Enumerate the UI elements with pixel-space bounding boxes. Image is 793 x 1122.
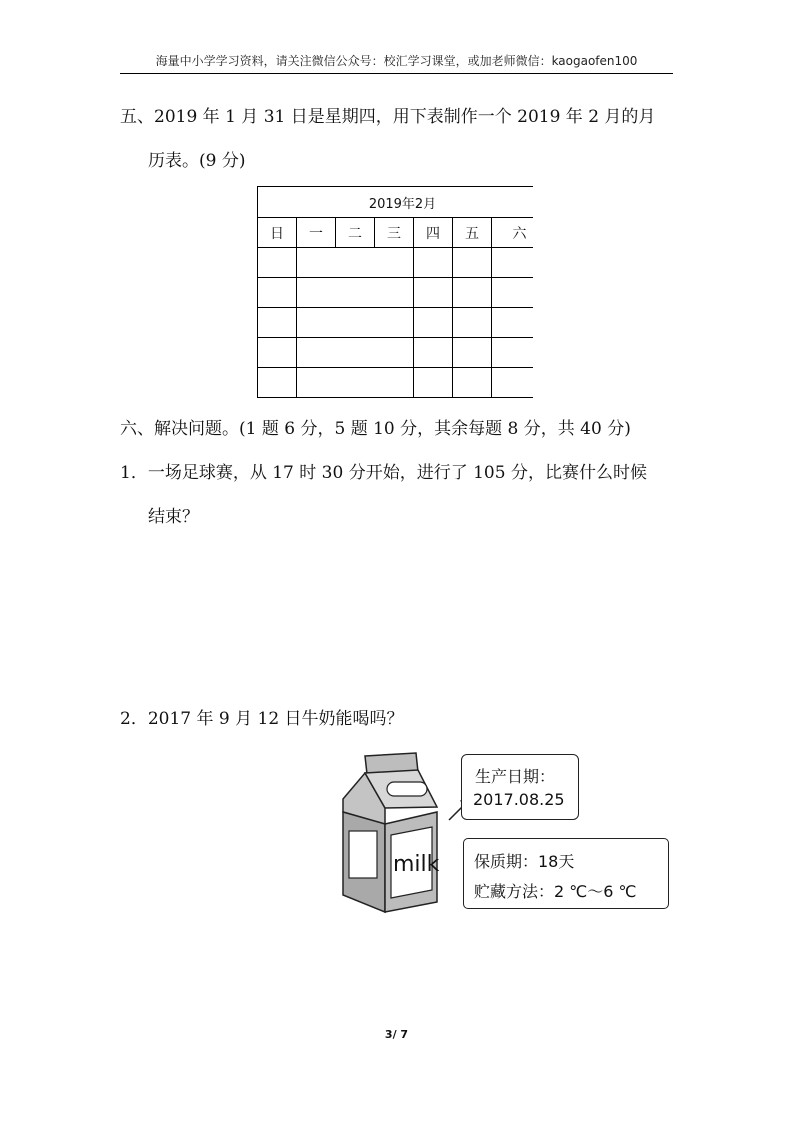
section5-line2: 历表。(9 分) <box>148 151 246 171</box>
question2-text: 2．2017 年 9 月 12 日牛奶能喝吗？ <box>120 709 404 729</box>
info-box-shelf-life <box>463 838 669 909</box>
calendar-cell[interactable] <box>414 308 453 338</box>
calendar-row <box>258 308 534 338</box>
calendar-cell[interactable] <box>492 338 534 368</box>
weekday-thu: 四 <box>414 218 453 248</box>
question1-line1: 1．一场足球赛，从 17 时 30 分开始，进行了 105 分，比赛什么时候 <box>120 463 647 483</box>
section5-line1: 五、2019 年 1 月 31 日是星期四，用下表制作一个 2019 年 2 月的月 <box>120 107 656 127</box>
weekday-sat: 六 <box>492 218 534 248</box>
calendar-cell[interactable] <box>258 338 297 368</box>
carton-front-window <box>349 831 377 878</box>
production-date-label: 生产日期： <box>475 767 556 786</box>
question1-line2: 结束？ <box>148 507 199 527</box>
calendar-cell[interactable] <box>414 248 453 278</box>
calendar-cell[interactable] <box>297 338 414 368</box>
calendar-cell[interactable] <box>453 338 492 368</box>
calendar-cell[interactable] <box>492 278 534 308</box>
calendar-cell[interactable] <box>258 248 297 278</box>
calendar-cell[interactable] <box>414 368 453 398</box>
calendar-cell[interactable] <box>453 368 492 398</box>
section6-heading: 六、解决问题。(1 题 6 分，5 题 10 分，其余每题 8 分，共 40 分) <box>120 419 631 439</box>
calendar-cell[interactable] <box>414 338 453 368</box>
calendar-cell[interactable] <box>297 248 414 278</box>
carton-milk-label: milk <box>393 852 440 877</box>
calendar-cell[interactable] <box>492 248 534 278</box>
calendar-row <box>258 248 534 278</box>
calendar-row <box>258 278 534 308</box>
calendar-cell[interactable] <box>297 308 414 338</box>
page-header-text: 海量中小学学习资料，请关注微信公众号：校汇学习课堂，或加老师微信：kaogaofen100 <box>155 54 638 68</box>
weekday-fri: 五 <box>453 218 492 248</box>
page-number: 3/ 7 <box>384 1028 409 1041</box>
carton-roof-window <box>387 782 427 796</box>
calendar-row <box>258 338 534 368</box>
header-divider <box>120 73 673 74</box>
calendar-cell[interactable] <box>414 278 453 308</box>
calendar-row <box>258 368 534 398</box>
weekday-wed: 三 <box>375 218 414 248</box>
calendar-title: 2019年2月 <box>258 187 534 218</box>
speech-bubble-production-date <box>461 754 579 820</box>
calendar-table <box>257 186 533 398</box>
calendar-cell[interactable] <box>453 278 492 308</box>
calendar-cell[interactable] <box>297 278 414 308</box>
calendar-cell[interactable] <box>258 308 297 338</box>
weekday-tue: 二 <box>336 218 375 248</box>
calendar-cell[interactable] <box>297 368 414 398</box>
calendar-cell[interactable] <box>492 368 534 398</box>
calendar-cell[interactable] <box>453 308 492 338</box>
weekday-sun: 日 <box>258 218 297 248</box>
storage-method-text: 贮藏方法：2 ℃～6 ℃ <box>474 882 637 901</box>
weekday-mon: 一 <box>297 218 336 248</box>
calendar-cell[interactable] <box>453 248 492 278</box>
calendar-cell[interactable] <box>492 308 534 338</box>
calendar-cell[interactable] <box>258 368 297 398</box>
calendar-cell[interactable] <box>258 278 297 308</box>
production-date-value: 2017.08.25 <box>473 790 565 809</box>
shelf-life-text: 保质期：18天 <box>474 852 575 871</box>
